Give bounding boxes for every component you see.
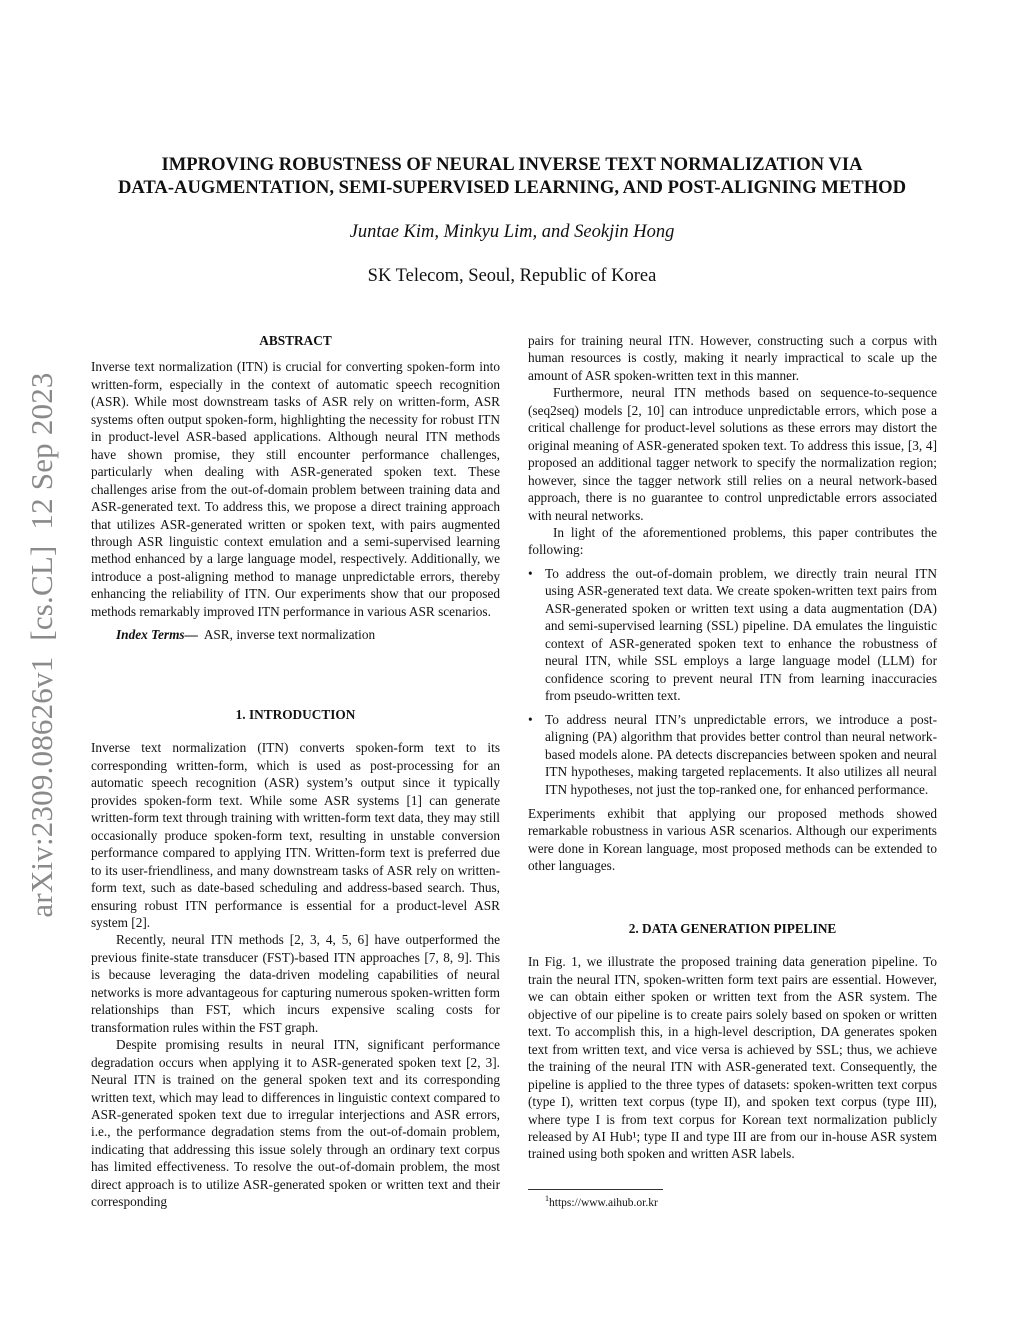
introduction-continued <box>528 332 937 875</box>
arxiv-identifier: arXiv:2309.08626v1 [cs.CL] 12 Sep 2023 <box>24 372 59 918</box>
paragraph: pairs for training neural ITN. However, constructing such a corpus with human resources is costly, making it nearly impractical to scale up the amount of ASR spoken-written text in this manner. <box>528 333 937 383</box>
bullet-icon: • <box>528 712 533 728</box>
index-terms-label: Index Terms— <box>116 627 198 643</box>
index-terms-value: ASR, inverse text normalization <box>203 627 376 643</box>
paragraph: Inverse text normalization (ITN) converts spoken-form text to its corresponding written-form, which is used as post-processing for an automatic speech recognition (ASR) system’s output since it typically provides spoken-form text. While some ASR systems [1] can generate written-form text through training with written-form text data, they may still occasionally produce spoken-form text, resulting in unstable conversion performance compared to applying ITN. Written-form text is preferred due to its user-friendliness, and many downstream tasks of ASR rely on written-form text, such as date-based scheduling and address-based search. Thus, ensuring robust ITN performance is essential for a product-level ASR system [2]. <box>91 740 500 930</box>
contribution-list <box>528 565 937 798</box>
paragraph: In light of the aforementioned problems, this paper contributes the following: <box>528 524 937 558</box>
section2-heading: 2. DATA GENERATION PIPELINE <box>628 921 837 936</box>
footnote-divider <box>528 1189 663 1190</box>
title-line: DATA-AUGMENTATION, SEMI-SUPERVISED LEARNING, AND POST-ALIGNING METHOD <box>117 176 907 198</box>
bullet-icon: • <box>528 565 533 581</box>
data-generation-section <box>528 920 937 1163</box>
list-item <box>528 565 937 705</box>
introduction-heading: 1. INTRODUCTION <box>235 707 356 722</box>
footnote-mark: 1 <box>545 1194 549 1203</box>
abstract-section <box>91 332 500 644</box>
introduction-section <box>91 706 500 1211</box>
paper-title <box>60 154 964 199</box>
paragraph: In Fig. 1, we illustrate the proposed training data generation pipeline. To train the neural ITN, spoken-written form text pairs are essential. However, we can obtain either spoken or written text from the ASR system. The objective of our pipeline is to create pairs solely based on spoken or written text. To accomplish this, in a high-level description, DA generates spoken text from written text, and vice versa is achieved by SSL; thus, we achieve the training of the neural ITN with ASR-generated text. Consequently, the pipeline is applied to the three types of datasets: spoken-written text corpus (type I), written text corpus (type II), and spoken text corpus (type III), where type I is from text corpus for Korean text normalization publicly released by AI Hub¹; type II and type III are from our in-house ASR system trained using both spoken and written ASR labels. <box>528 954 937 1162</box>
affiliation: SK Telecom, Seoul, Republic of Korea <box>367 266 657 286</box>
abstract-text: Inverse text normalization (ITN) is crucial for converting spoken-form into written-form, especially in the context of automatic speech recognition (ASR). While most downstream tasks of ASR rely on written-form, ASR systems often output spoken-form, highlighting the necessity for robust ITN in product-level ASR-based applications. Although neural ITN methods have shown promise, they still encounter performance challenges, particularly when dealing with ASR-generated spoken text. These challenges arise from the out-of-domain problem between training data and ASR-generated text. To address this, we propose a direct training approach that utilizes ASR-generated written or spoken text, with pairs augmented through ASR linguistic context emulation and a semi-supervised learning method enhanced by a large language model, respectively. Additionally, we introduce a post-aligning method to manage unpredictable errors, thereby enhancing the reliability of ITN. Our experiments show that our proposed methods remarkably improved ITN performance in various ASR scenarios. <box>91 359 500 619</box>
footnote-link[interactable]: https://www.aihub.or.kr <box>549 1196 658 1209</box>
list-item-text: To address the out-of-domain problem, we directly train neural ITN using ASR-generated text data. We create spoken-written text pairs from ASR-generated spoken or written text using a data augmentation (DA) and semi-supervised learning (SSL) pipeline. DA emulates the linguistic context of ASR-generated spoken text to enhance the robustness of neural ITN, while SSL employs a large language model (LLM) for confidence scoring to prevent neural ITN from learning inaccuracies from pseudo-written text. <box>545 565 937 704</box>
abstract-heading: ABSTRACT <box>259 333 332 348</box>
paragraph: Furthermore, neural ITN methods based on sequence-to-sequence (seq2seq) models [2, 10] can introduce unpredictable errors, which pose a critical challenge for product-level solutions as these errors may distort the original meaning of ASR-generated spoken text. To address this issue, [3, 4] proposed an additional tagger network to specify the normalization region; however, since the tagger network still relies on a neural network-based approach, there is no guarantee to control unpredictable errors associated with neural networks. <box>528 385 937 523</box>
paragraph: Experiments exhibit that applying our proposed methods showed remarkable robustness in various ASR scenarios. Although our experiments were done in Korean language, most proposed methods can be extended to other languages. <box>528 805 937 874</box>
paragraph: Despite promising results in neural ITN, significant performance degradation occurs when applying it to ASR-generated spoken text [2, 3]. Neural ITN is trained on the general spoken text and its corresponding written text, which may lead to differences in linguistic context compared to ASR-generated spoken text due to irregular interjections and ASR errors, i.e., the performance degradation stems from the out-of-domain problem, indicating that addressing this issue solely through an ordinary text corpus has limited effectiveness. To resolve the out-of-domain problem, the most direct approach is to utilize ASR-generated spoken or written text and their corresponding <box>91 1037 500 1210</box>
paragraph: Recently, neural ITN methods [2, 3, 4, 5, 6] have outperformed the previous finite-state transducer (FST)-based ITN approaches [7, 8, 9]. This is because leveraging the data-driven modeling capabilities of neural networks is more advantageous for capturing numerous spoken-written form relationships than FST, which incurs expensive scaling costs for transformation rules within the FST graph. <box>91 932 500 1035</box>
authors: Juntae Kim, Minkyu Lim, and Seokjin Hong <box>349 222 675 242</box>
list-item-text: To address neural ITN’s unpredictable errors, we introduce a post-aligning (PA) algorithm that provides better control than neural network-based models alone. PA detects discrepancies between spoken and neural ITN hypotheses, making targeted replacements. It also utilizes all neural ITN hypotheses, not just the top-ranked one, for enhanced performance. <box>545 712 937 797</box>
footnote <box>545 1194 658 1209</box>
index-terms <box>91 626 500 643</box>
title-line: IMPROVING ROBUSTNESS OF NEURAL INVERSE TEXT NORMALIZATION VIA <box>161 154 863 175</box>
list-item <box>528 711 937 798</box>
